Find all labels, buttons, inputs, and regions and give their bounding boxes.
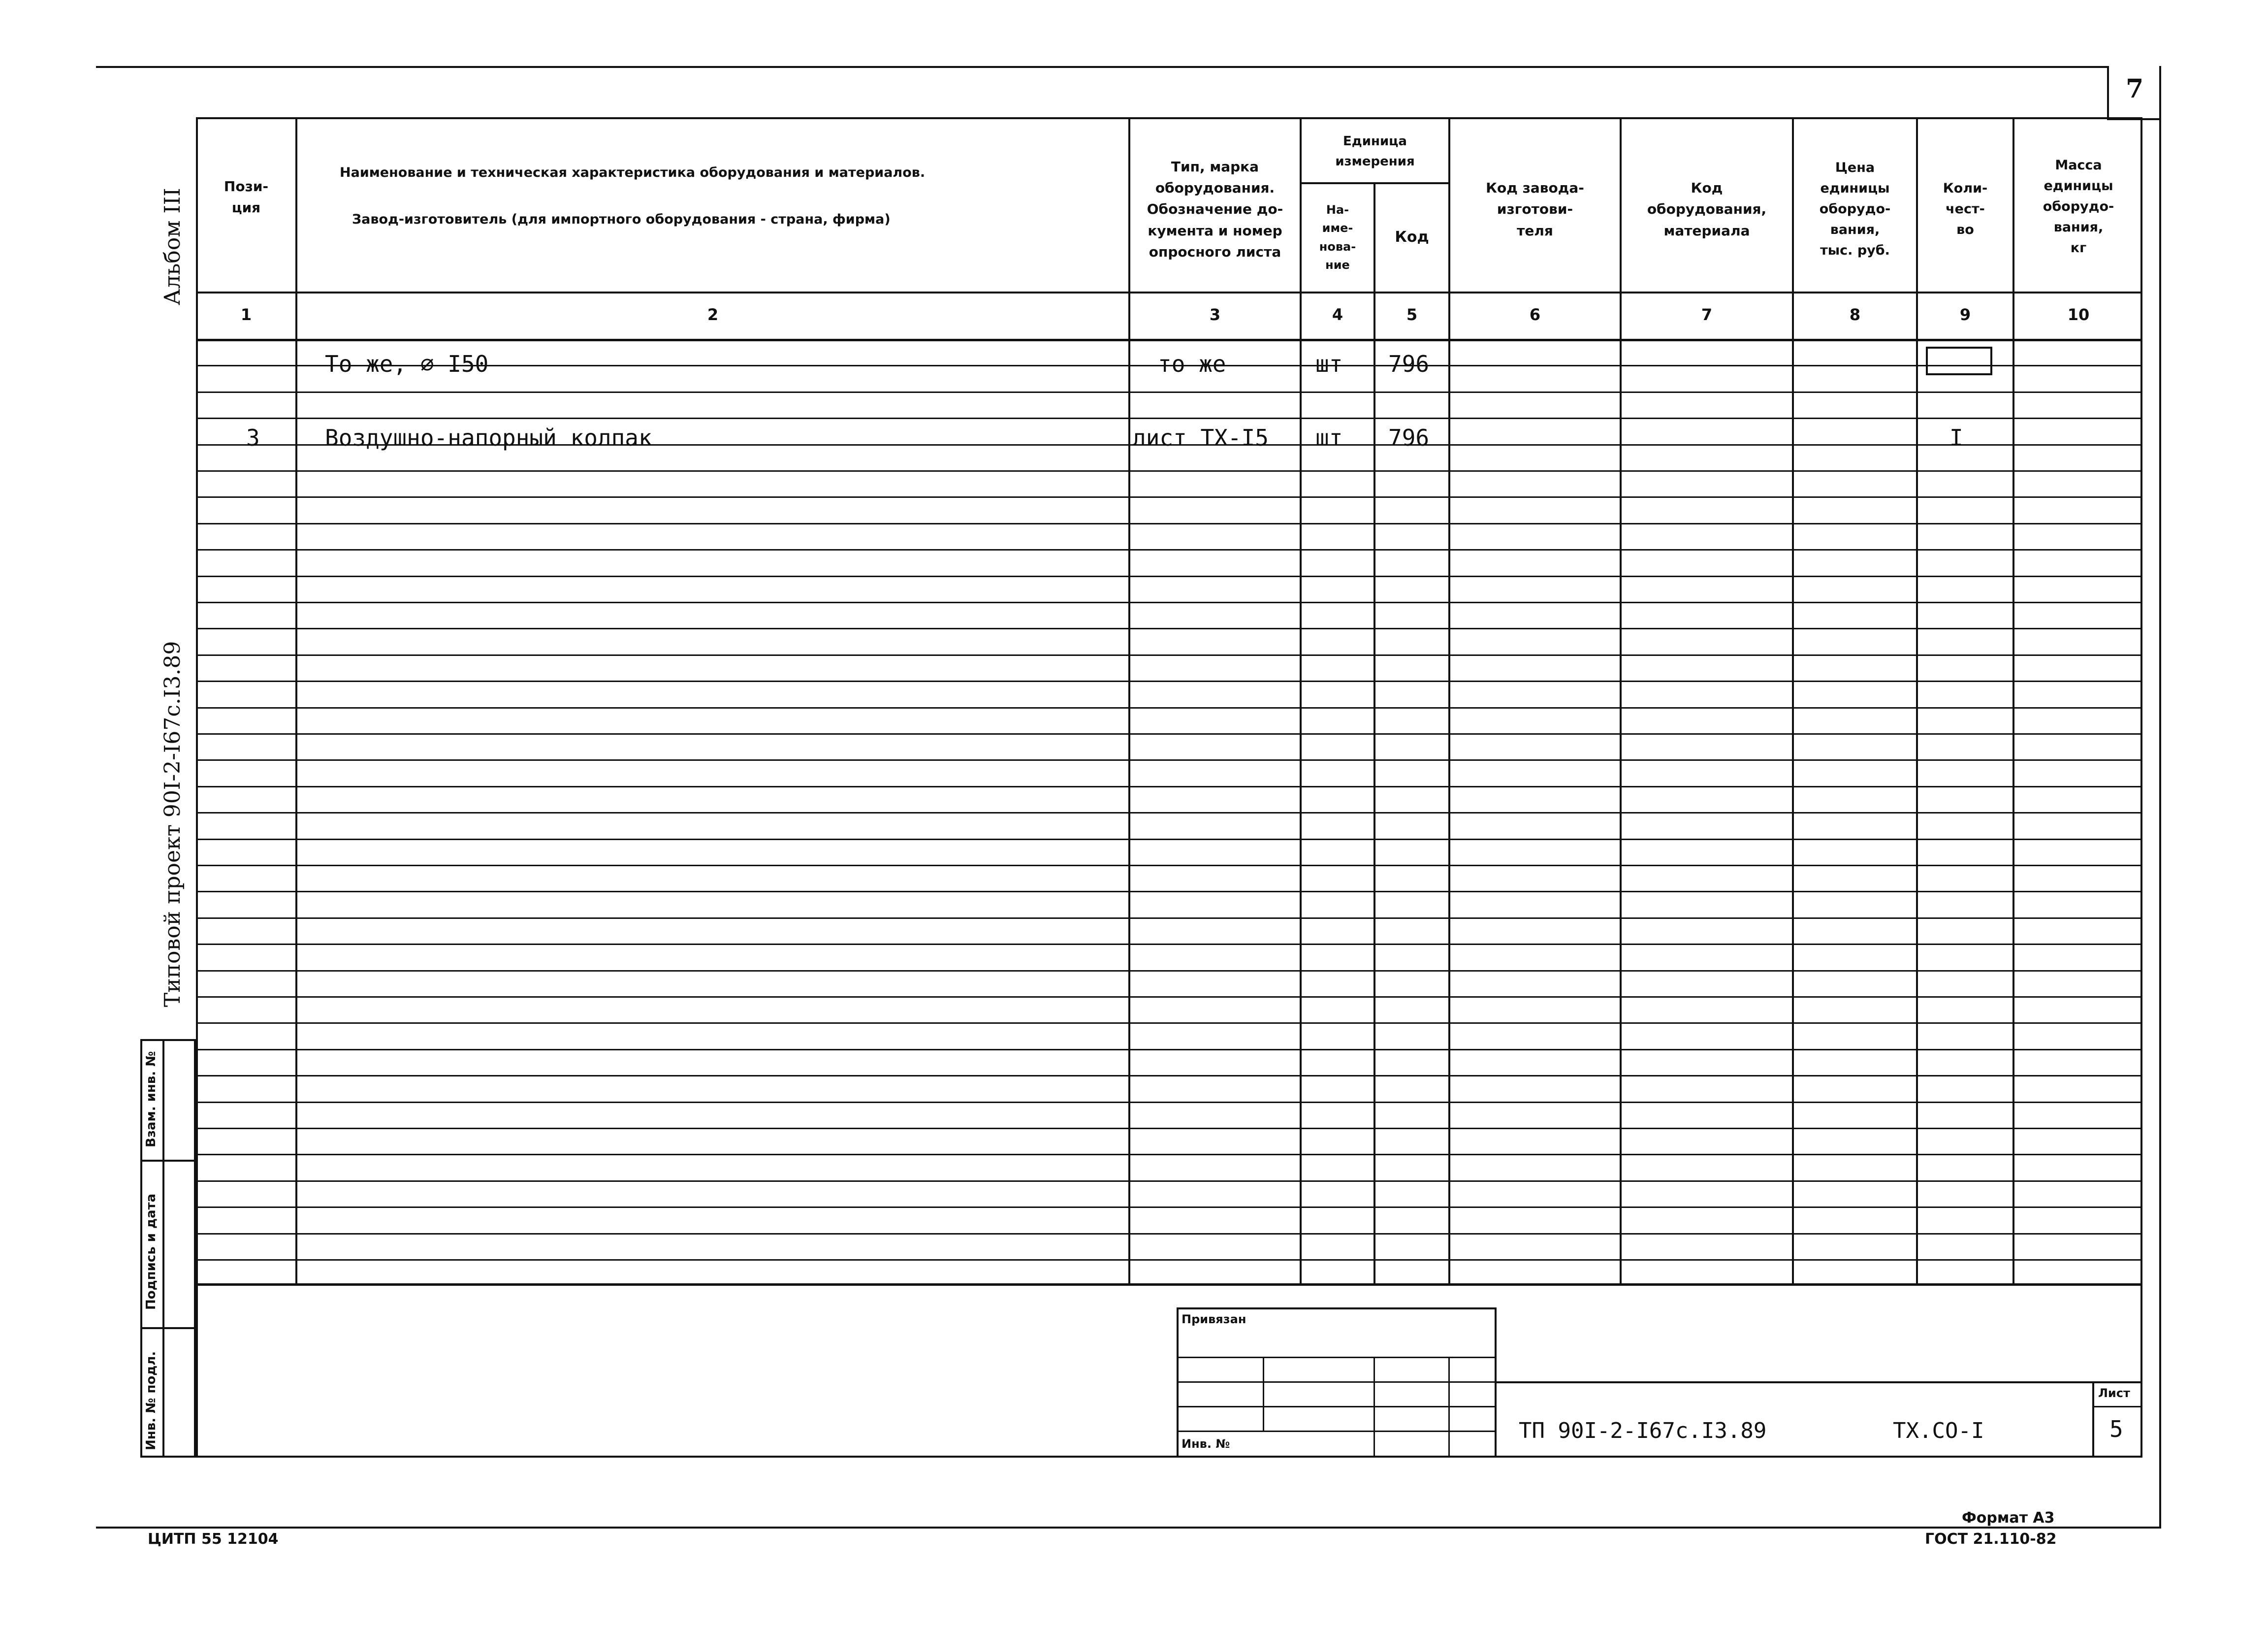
column-number: 10 (2067, 305, 2090, 324)
title-block-vline (1448, 1357, 1450, 1458)
col-line (295, 117, 297, 1284)
table-row-line (196, 812, 2142, 814)
table-row-line (196, 865, 2142, 866)
title-block-vline (1263, 1357, 1264, 1431)
top-border (96, 66, 2107, 68)
row1-type: то же (1158, 351, 1226, 377)
title-block-vline (1374, 1357, 1375, 1458)
column-number: 6 (1529, 305, 1541, 324)
column-number: 1 (240, 305, 252, 324)
sheet-code: ТХ.СО-I (1893, 1418, 1984, 1443)
page-number: 7 (2126, 74, 2144, 104)
header-unit-code: Код (1395, 228, 1429, 246)
inv-no-label: Инв. № (1182, 1437, 1230, 1451)
attached-label: Привязан (1182, 1312, 1246, 1326)
table-row-line (196, 1128, 2142, 1129)
stamp-divider (140, 1160, 196, 1162)
table-row-line (196, 470, 2142, 472)
table-row-line (196, 733, 2142, 735)
table-row-line (196, 1206, 2142, 1208)
col-line (2012, 117, 2014, 1284)
column-number: 7 (1701, 305, 1713, 324)
row2-code: 796 (1388, 424, 1430, 451)
header-mass: Масса единицы оборудо- вания, кг (2043, 158, 2114, 256)
table-row-line (196, 1180, 2142, 1182)
footer-format: Формат А3 (1962, 1509, 2055, 1527)
table-row-line (196, 681, 2142, 682)
sheet-number: 5 (2109, 1416, 2123, 1442)
stamp-inner-line (162, 1039, 164, 1458)
table-row-line (196, 944, 2142, 945)
stamp-divider (140, 1327, 196, 1329)
table-row-line (196, 839, 2142, 840)
header-position: Пози- ция (224, 178, 269, 216)
colnum-bottom-line (196, 339, 2142, 341)
col-line (1300, 117, 1302, 1284)
header-type: Тип, марка оборудования. Обозначение до- кумента и номер опросного листа (1147, 158, 1283, 261)
sheet-label: Лист (2098, 1386, 2130, 1400)
table-row-line (196, 523, 2142, 524)
table-row-line (196, 654, 2142, 656)
table-row-line (196, 602, 2142, 603)
column-number: 4 (1332, 305, 1343, 324)
table-row-line (196, 917, 2142, 919)
header-name-line1: Наименование и техническая характеристика оборудования и материалов. (340, 165, 926, 180)
header-quantity: Коли- чест- во (1943, 181, 1988, 237)
unit-group-line (1300, 182, 1448, 184)
table-row-line (196, 1259, 2142, 1261)
header-name-line2: Завод-изготовитель (для импортного оборудования - страна, фирма) (352, 212, 891, 227)
table-row-line (196, 549, 2142, 551)
table-row-line (196, 418, 2142, 419)
table-row-line (196, 576, 2142, 577)
column-number: 8 (1849, 305, 1861, 324)
table-row-line (196, 707, 2142, 709)
header-bottom-line (196, 292, 2142, 293)
table-row-line (196, 1102, 2142, 1103)
row1-code: 796 (1388, 351, 1430, 377)
row2-type: лист ТХ-I5 (1132, 424, 1269, 451)
table-row-line (196, 996, 2142, 998)
row1-name: То же, ∅ I50 (325, 351, 489, 377)
table-row-line (196, 1022, 2142, 1024)
stamp-replaced-inv: Взам. инв. № (144, 1051, 159, 1147)
row1-quantity-box (1926, 347, 1992, 375)
doc-code: ТП 90I-2-I67с.I3.89 (1519, 1418, 1767, 1443)
stamp-orig-inv: Инв. № подл. (144, 1351, 159, 1450)
table-row-line (196, 496, 2142, 498)
project-label: Типовой проект 90I-2-I67с.I3.89 (160, 641, 185, 1007)
album-label: Альбом III (160, 188, 185, 305)
column-number: 9 (1959, 305, 1971, 324)
table-row-line (196, 391, 2142, 393)
table-row-line (196, 1049, 2142, 1050)
col-line (1620, 117, 1622, 1284)
table-row-line (196, 786, 2142, 787)
row2-name: Воздушно-напорный колпак (325, 424, 652, 451)
header-unit-price: Цена единицы оборудо- вания, тыс. руб. (1819, 160, 1891, 258)
footer-left-code: ЦИТП 55 12104 (148, 1531, 279, 1548)
row2-quantity: I (1949, 424, 1963, 451)
table-row-line (196, 759, 2142, 761)
header-factory-code: Код завода- изготови- теля (1486, 179, 1584, 239)
sheet-box-divider (2092, 1406, 2142, 1407)
header-unit-group: Единица измерения (1335, 134, 1415, 169)
col-line (1128, 117, 1130, 1284)
stamp-signature-date: Подпись и дата (144, 1193, 159, 1310)
column-number: 5 (1406, 305, 1418, 324)
table-bottom-line (196, 1283, 2142, 1286)
col-line (1916, 117, 1918, 1284)
table-row-line (196, 1233, 2142, 1235)
table-row-line (196, 970, 2142, 972)
column-number: 2 (707, 305, 719, 324)
header-equipment-code: Код оборудования, материала (1647, 179, 1767, 239)
designation-line (1497, 1381, 2142, 1383)
col-line (1448, 117, 1450, 1284)
row1-unit: шт (1315, 351, 1343, 377)
col-line (1792, 117, 1794, 1284)
row2-position: 3 (246, 424, 260, 451)
table-row-line (196, 1075, 2142, 1076)
header-unit-name: На- име- нова- ние (1319, 203, 1356, 272)
row2-unit: шт (1315, 424, 1343, 451)
table-row-line (196, 1154, 2142, 1155)
table-row-line (196, 628, 2142, 629)
column-number: 3 (1209, 305, 1221, 324)
table-row-line (196, 891, 2142, 892)
footer-gost: ГОСТ 21.110-82 (1925, 1531, 2057, 1548)
